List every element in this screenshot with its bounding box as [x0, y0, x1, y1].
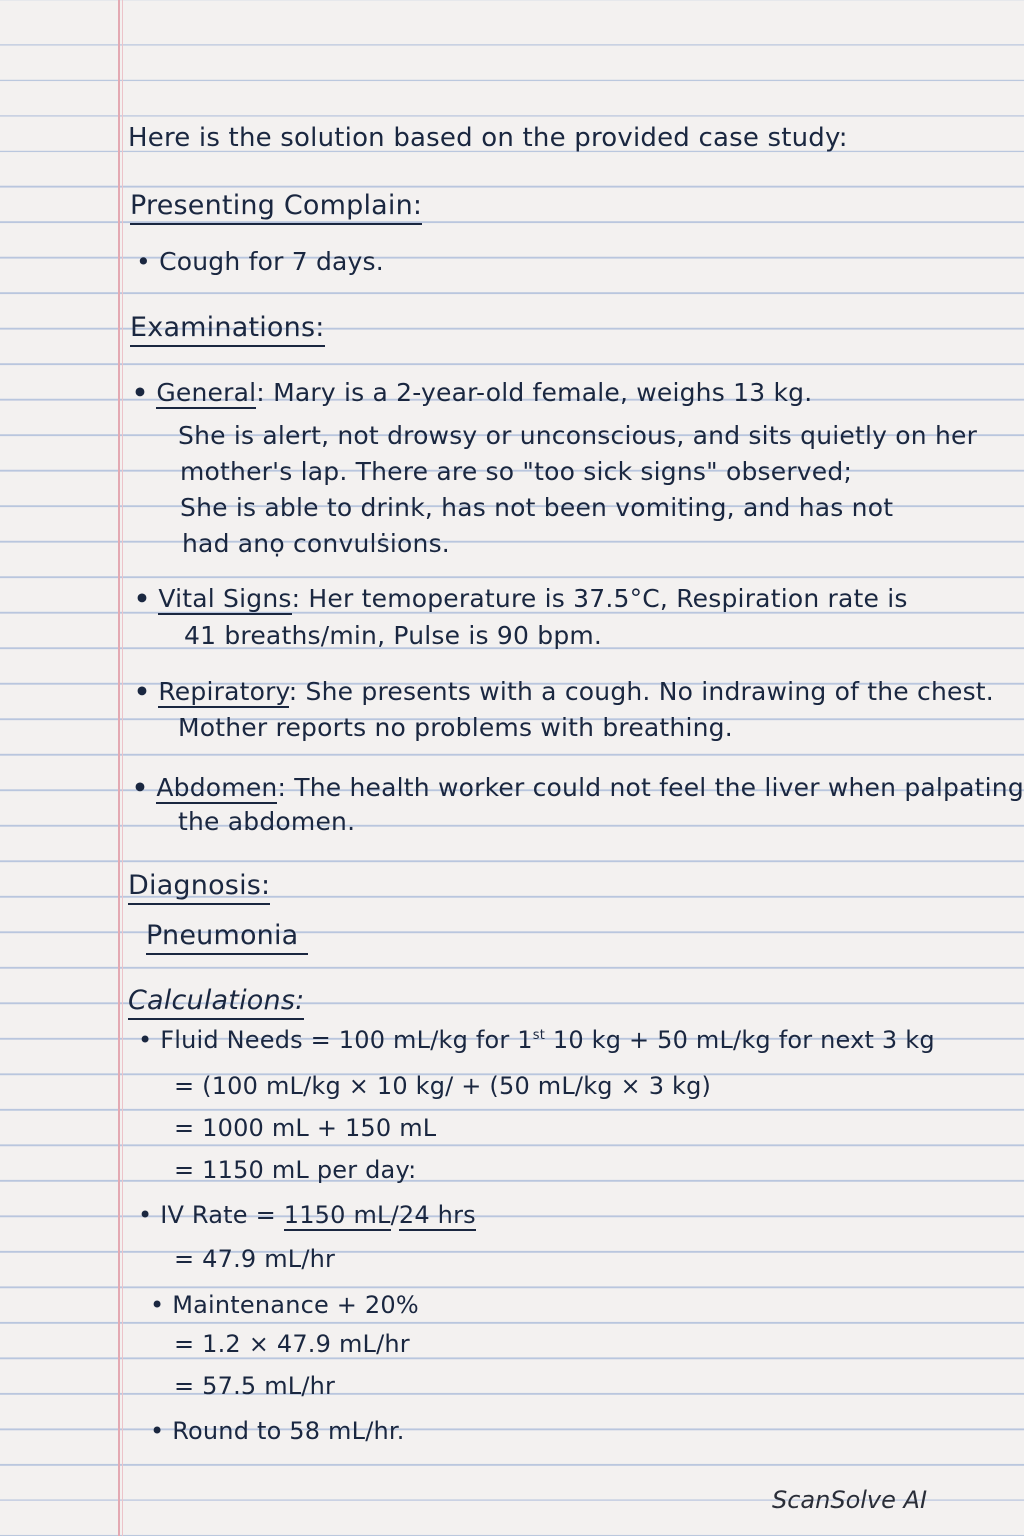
- general-line-1: [132, 377, 812, 409]
- fluid-line-1: [138, 1024, 935, 1056]
- diagnosis-value: Pneumonia: [146, 920, 308, 955]
- abdomen-text: The health worker could not feel the liver when palpating: [294, 773, 1024, 802]
- respiratory-line-2: Mother reports no problems with breathing.: [178, 713, 733, 742]
- label-colon: :: [256, 378, 265, 407]
- maintenance-label: Maintenance + 20%: [172, 1291, 419, 1319]
- bullet: •: [132, 773, 149, 802]
- bullet: •: [134, 584, 151, 613]
- label-colon: :: [291, 584, 301, 613]
- presenting-item: [136, 246, 384, 278]
- fluid-step-1: = (100 mL/kg × 10 kg/ + (50 mL/kg × 3 kg): [174, 1072, 712, 1100]
- iv-numerator: 1150 mL: [283, 1201, 391, 1229]
- bullet: •: [138, 1026, 153, 1054]
- superscript-st: st: [532, 1028, 546, 1043]
- iv-denominator: 24 hrs: [398, 1201, 476, 1229]
- fluid-step-3: = 1150 mL per day:: [174, 1156, 417, 1184]
- general-line-2: She is alert, not drowsy or unconscious, and sits quietly on her: [178, 421, 978, 450]
- maintenance-step-1: = 1.2 × 47.9 mL/hr: [174, 1330, 410, 1358]
- bullet: •: [150, 1417, 165, 1445]
- respiratory-label: Repiratory: [158, 677, 289, 706]
- margin-line-secondary: [122, 0, 123, 1536]
- vitals-line-2: 41 breaths/min, Pulse is 90 bpm.: [184, 621, 603, 650]
- fluid-text-a: Fluid Needs = 100 mL/kg for 1: [160, 1026, 533, 1054]
- general-line-3: mother's lap. There are so "too sick signs" observed;: [180, 457, 853, 486]
- iv-rate-line: [138, 1199, 476, 1231]
- presenting-text: Cough for 7 days.: [159, 247, 384, 276]
- vitals-text: Her temoperature is 37.5°C, Respiration rate is: [308, 584, 908, 613]
- iv-label: IV Rate =: [160, 1201, 284, 1229]
- bullet: •: [136, 247, 151, 276]
- presenting-heading: Presenting Complain:: [130, 190, 422, 225]
- calculations-heading: Calculations:: [128, 985, 304, 1020]
- iv-step: = 47.9 mL/hr: [174, 1245, 336, 1273]
- abdomen-line-1: [132, 772, 1024, 804]
- general-line-5: had anọ convulṡions.: [182, 529, 450, 558]
- intro-text: Here is the solution based on the provided case study:: [128, 123, 848, 153]
- bullet: •: [138, 1201, 153, 1229]
- watermark: ScanSolve AI: [772, 1486, 928, 1514]
- general-label: General: [156, 378, 257, 407]
- general-line-4: She is able to drink, has not been vomiting, and has not: [180, 493, 894, 522]
- margin-line: [118, 0, 120, 1536]
- iv-slash: /: [390, 1201, 399, 1229]
- bullet: •: [132, 378, 149, 407]
- abdomen-line-2: the abdomen.: [178, 807, 356, 836]
- fluid-text-b: 10 kg + 50 mL/kg for next 3 kg: [545, 1026, 935, 1054]
- abdomen-label: Abdomen: [156, 773, 278, 802]
- maintenance-line: [150, 1289, 419, 1321]
- vitals-line-1: [134, 583, 908, 615]
- round-label: Round to 58 mL/hr.: [172, 1417, 405, 1445]
- respiratory-text: She presents with a cough. No indrawing of the chest.: [305, 677, 994, 706]
- fluid-step-2: = 1000 mL + 150 mL: [174, 1114, 437, 1142]
- examinations-heading: Examinations:: [130, 312, 325, 347]
- round-line: [150, 1415, 405, 1447]
- respiratory-line-1: [134, 676, 994, 708]
- label-colon: :: [277, 773, 287, 802]
- vitals-label: Vital Signs: [158, 584, 292, 613]
- bullet: •: [134, 677, 151, 706]
- diagnosis-heading: Diagnosis:: [128, 870, 270, 905]
- bullet: •: [150, 1291, 165, 1319]
- label-colon: :: [288, 677, 298, 706]
- maintenance-step-2: = 57.5 mL/hr: [174, 1372, 336, 1400]
- general-text: Mary is a 2-year-old female, weighs 13 kg.: [273, 378, 813, 407]
